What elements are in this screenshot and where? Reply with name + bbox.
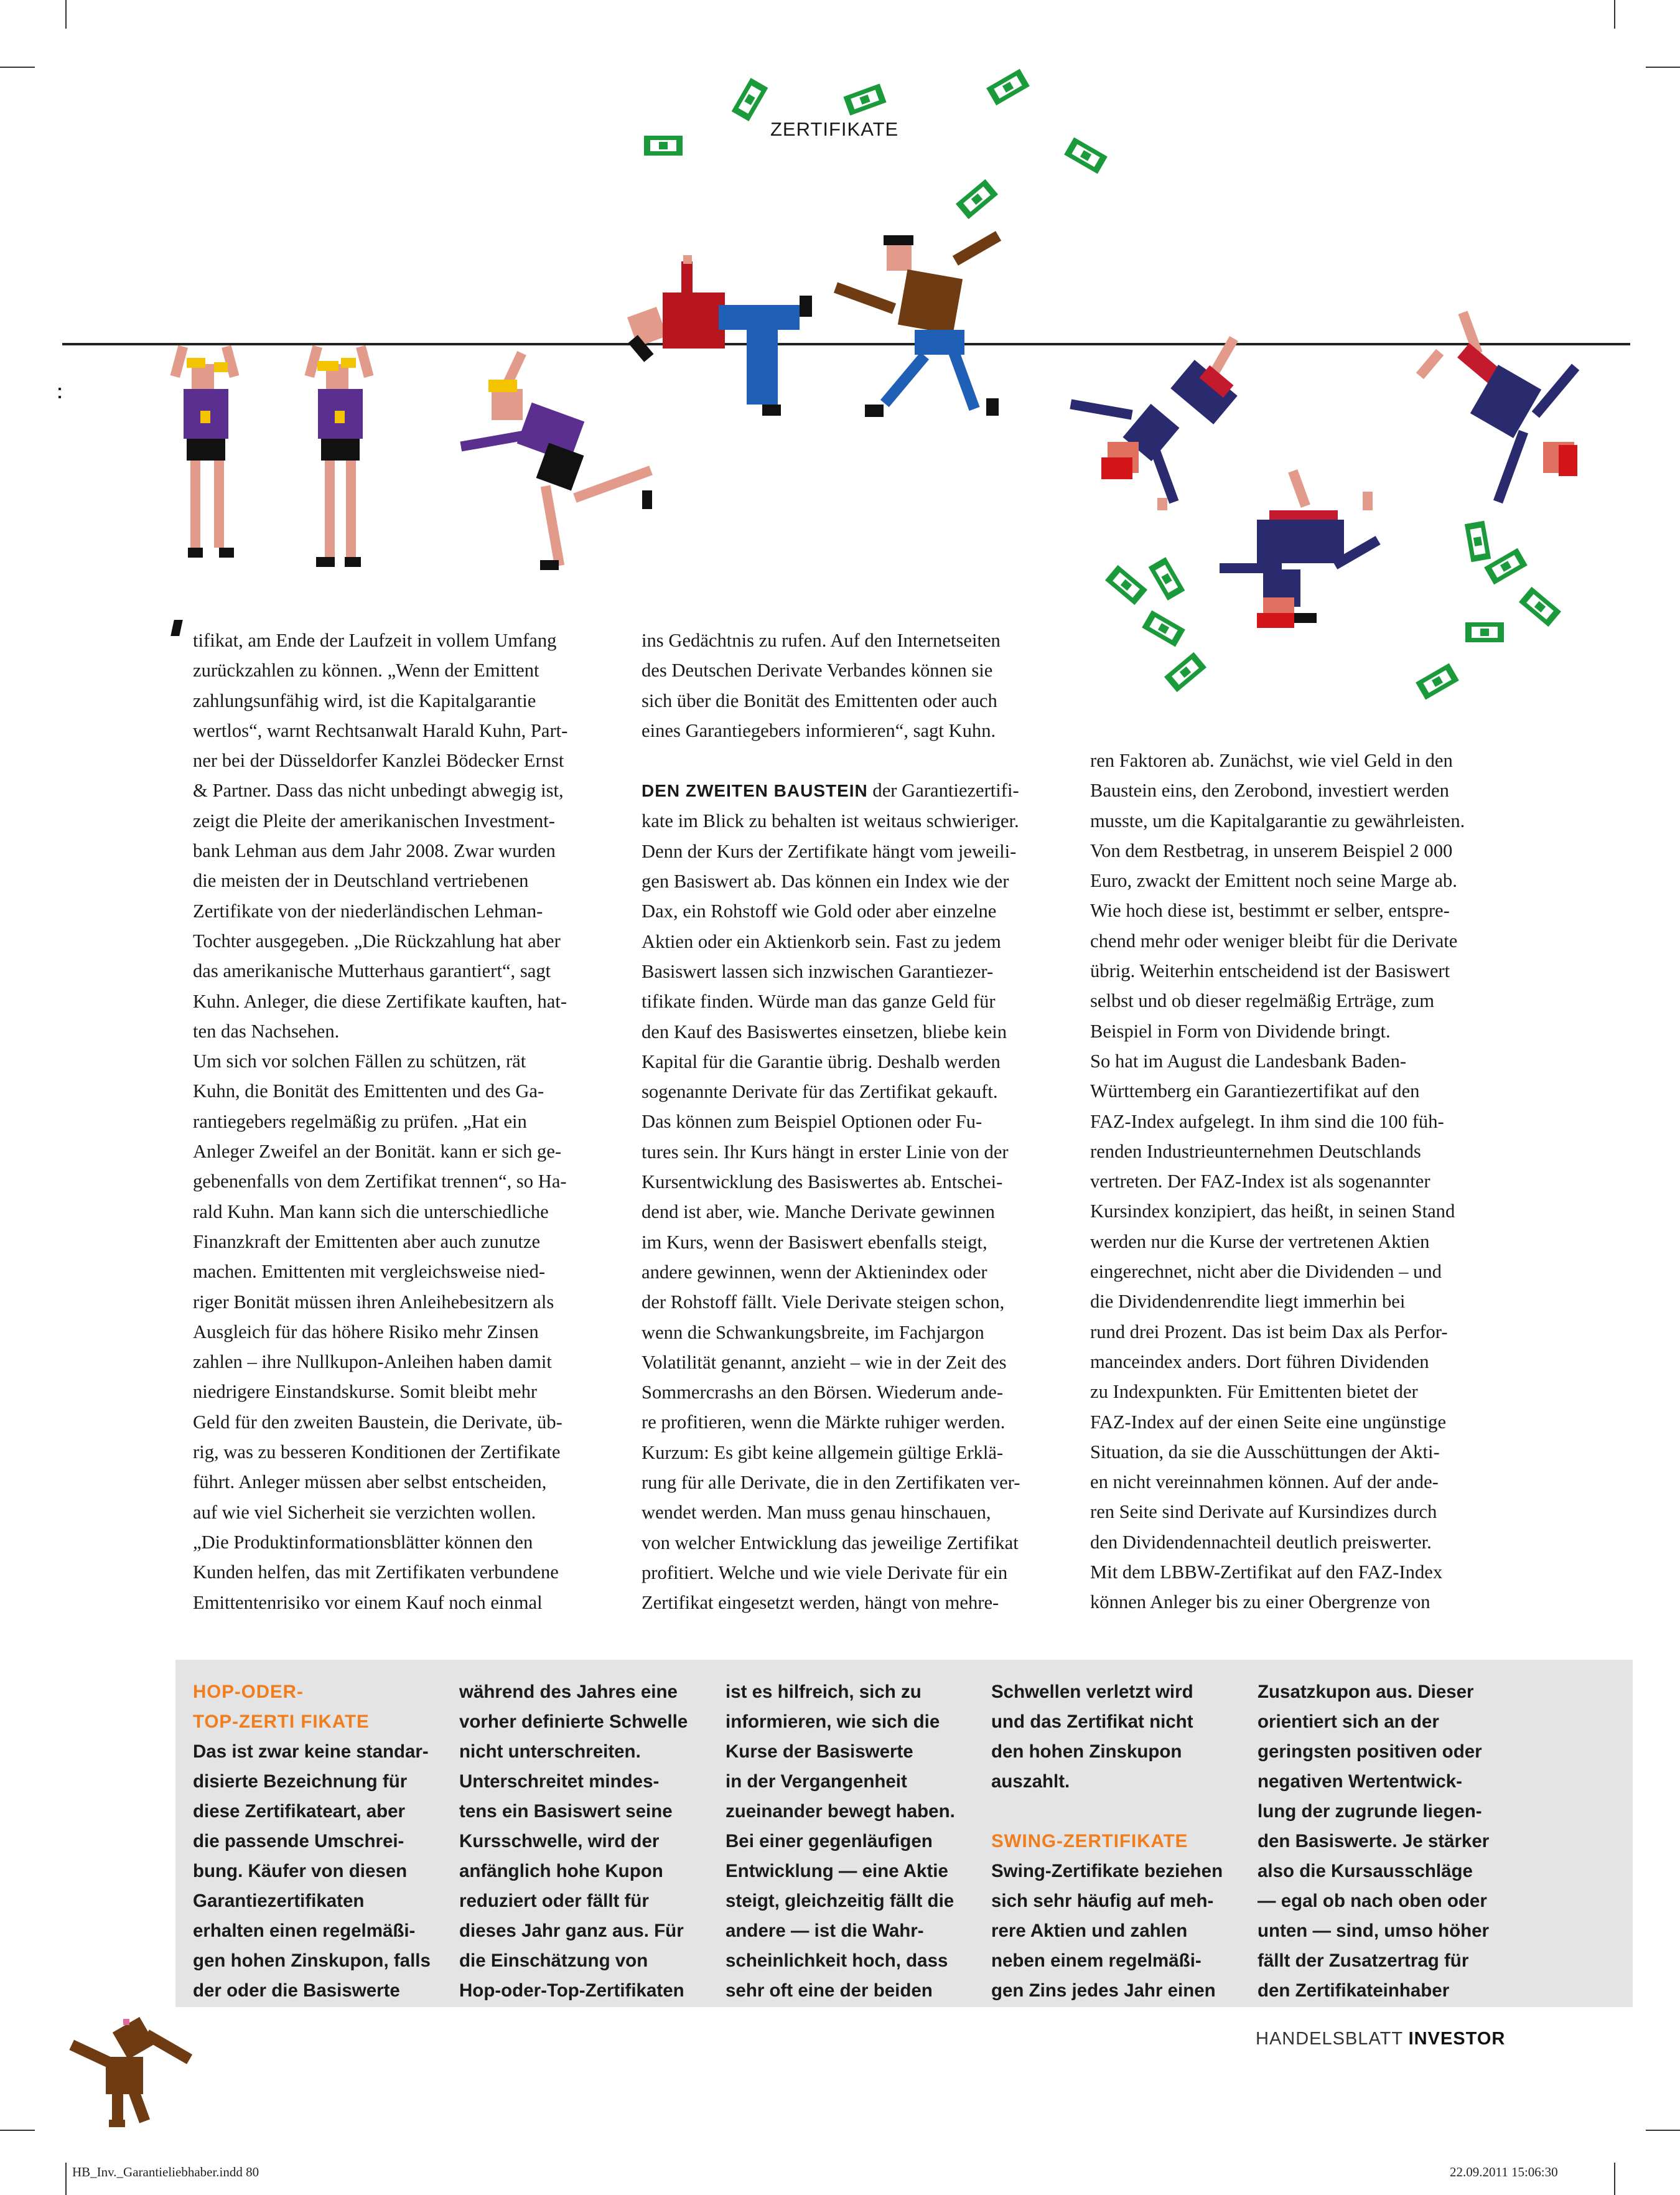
text-line: Zertifikat eingesetzt werden, hängt von mehre- bbox=[642, 1592, 999, 1614]
text-line: Emittentenrisiko vor einem Kauf noch einmal bbox=[193, 1591, 543, 1613]
banknote-icon bbox=[1142, 611, 1185, 647]
text-line: von welcher Entwicklung das jeweilige Zertifikat bbox=[642, 1532, 1019, 1553]
text-line: So hat im August die Landesbank Baden- bbox=[1090, 1050, 1407, 1072]
info-box-column-3 bbox=[726, 1677, 971, 2006]
banknote-icon bbox=[1416, 663, 1459, 700]
text-line: rald Kuhn. Man kann sich die unterschiedliche bbox=[193, 1200, 549, 1222]
text-line: tens ein Basiswert seine bbox=[459, 1801, 673, 1822]
text-line: zeigt die Pleite der amerikanischen Investment- bbox=[193, 810, 555, 831]
text-line: negativen Wertentwick- bbox=[1258, 1771, 1462, 1792]
text-line: Volatilität genannt, anzieht – wie in der Zeit des bbox=[642, 1351, 1007, 1373]
text-line: renden Industrieunternehmen Deutschlands bbox=[1090, 1140, 1421, 1162]
text-line: nicht unterschreiten. bbox=[459, 1741, 641, 1762]
money-icon-group bbox=[644, 69, 1561, 700]
horizontal-bar bbox=[62, 343, 1630, 345]
text-line: Geld für den zweiten Baustein, die Derivate, üb- bbox=[193, 1411, 562, 1433]
text-line: Hop-oder-Top-Zertifikaten bbox=[459, 1980, 684, 2001]
text-line: zueinander bewegt haben. bbox=[726, 1801, 955, 1822]
text-line: auszahlt. bbox=[991, 1771, 1070, 1792]
text-line: Swing-Zertifikate beziehen bbox=[991, 1861, 1223, 1881]
banknote-icon bbox=[956, 179, 998, 219]
text-line: führt. Anleger müssen aber selbst entscheiden, bbox=[193, 1471, 547, 1493]
text-line: Denn der Kurs der Zertifikate hängt vom jeweili- bbox=[642, 840, 1017, 862]
text-line: riger Bonität müssen ihren Anleihebesitzern als bbox=[193, 1291, 554, 1313]
info-box-column-4 bbox=[991, 1677, 1237, 2006]
figure-upside-down-3 bbox=[1416, 311, 1579, 503]
text-line: Kurzum: Es gibt keine allgemein gültige Erklä- bbox=[642, 1441, 1004, 1463]
text-line: das amerikanische Mutterhaus garantiert“, sagt bbox=[193, 960, 551, 982]
text-line: Württemberg ein Garantiezertifikat auf den bbox=[1090, 1080, 1420, 1102]
text-line: disierte Bezeichnung für bbox=[193, 1771, 408, 1792]
text-line: Ausgleich für das höhere Risiko mehr Zinsen bbox=[193, 1321, 539, 1342]
figure-red-shirt bbox=[627, 255, 812, 416]
text-line: erhalten einen regelmäßi- bbox=[193, 1921, 416, 1941]
text-line: Unterschreitet mindes- bbox=[459, 1771, 660, 1792]
text-line: ren Faktoren ab. Zunächst, wie viel Geld in den bbox=[1090, 750, 1453, 771]
crop-mark bbox=[65, 2163, 67, 2195]
text-line: bank Lehman aus dem Jahr 2008. Zwar wurden bbox=[193, 840, 556, 862]
text-line: Garantiezertifikaten bbox=[193, 1891, 365, 1911]
text-line: Kursentwicklung des Basiswertes ab. Entschei- bbox=[642, 1171, 1003, 1193]
banknote-icon bbox=[1064, 138, 1108, 174]
text-line: Zusatzkupon aus. Dieser bbox=[1258, 1682, 1474, 1702]
text-line: sich über die Bonität des Emittenten oder auch bbox=[642, 690, 997, 711]
text-line: dieses Jahr ganz aus. Für bbox=[459, 1921, 684, 1941]
text-line: Zertifikate von der niederländischen Lehman- bbox=[193, 900, 543, 922]
text-line: fällt der Zusatzertrag für bbox=[1258, 1950, 1469, 1971]
text-line: ins Gedächtnis zu rufen. Auf den Internetseiten bbox=[642, 630, 1001, 651]
banknote-icon bbox=[1164, 652, 1206, 692]
text-line: Kursindex konzipiert, das heißt, in seinen Stand bbox=[1090, 1200, 1455, 1222]
text-line: ner bei der Düsseldorfer Kanzlei Bödecker Ernst bbox=[193, 750, 564, 772]
text-line: Wie hoch diese ist, bestimmt er selber, entspre- bbox=[1090, 900, 1450, 922]
text-line: en nicht vereinnahmen können. Auf der ande- bbox=[1090, 1471, 1439, 1493]
text-line: andere gewinnen, wenn der Aktienindex oder bbox=[642, 1261, 987, 1283]
text-line: FAZ-Index auf der einen Seite eine ungünstige bbox=[1090, 1411, 1447, 1433]
text-line: den Kauf des Basiswertes einsetzen, bliebe kein bbox=[642, 1021, 1007, 1042]
text-line: Von dem Restbetrag, in unserem Beispiel 2 000 bbox=[1090, 840, 1453, 861]
text-line: informieren, wie sich die bbox=[726, 1711, 940, 1732]
text-line: Dax, ein Rohstoff wie Gold oder aber einzelne bbox=[642, 901, 997, 922]
text-line: ren Seite sind Derivate auf Kursindizes durch bbox=[1090, 1501, 1437, 1523]
text-line: Schwellen verletzt wird bbox=[991, 1682, 1193, 1702]
banknote-icon bbox=[732, 78, 768, 121]
text-line: Entwicklung — eine Aktie bbox=[726, 1861, 948, 1881]
header-illustration bbox=[0, 0, 1680, 703]
text-line: werden nur die Kurse der vertretenen Aktien bbox=[1090, 1230, 1430, 1252]
text-line: FAZ-Index aufgelegt. In ihm sind die 100 füh- bbox=[1090, 1110, 1444, 1132]
falling-figure-illustration bbox=[62, 2010, 205, 2128]
banknote-icon bbox=[1105, 565, 1147, 605]
text-line: vertreten. Der FAZ-Index ist als sogenannter bbox=[1090, 1171, 1430, 1192]
text-line: und das Zertifikat nicht bbox=[991, 1711, 1193, 1732]
banknote-icon bbox=[1465, 521, 1491, 563]
text-line: Tochter ausgegeben. „Die Rückzahlung hat aber bbox=[193, 930, 561, 952]
text-line: rung für alle Derivate, die in den Zertifikaten ver- bbox=[642, 1472, 1020, 1494]
text-line: während des Jahres eine bbox=[459, 1682, 678, 1702]
text-line: steigt, gleichzeitig fällt die bbox=[726, 1891, 954, 1911]
figure-hanging-1 bbox=[170, 345, 240, 558]
text-line: des Deutschen Derivate Verbandes können sie bbox=[642, 660, 993, 681]
info-box-column-2 bbox=[459, 1677, 705, 2006]
text-line: den hohen Zinskupon bbox=[991, 1741, 1182, 1762]
text-line: Sommercrashs an den Börsen. Wiederum ande- bbox=[642, 1382, 1004, 1403]
footer-brand bbox=[1256, 2029, 1505, 2049]
text-line: Finanzkraft der Emittenten aber auch zunutze bbox=[193, 1230, 541, 1252]
text-line: den Basiswerte. Je stärker bbox=[1258, 1831, 1490, 1851]
text-line: rere Aktien und zahlen bbox=[991, 1921, 1188, 1941]
banknote-icon bbox=[1149, 557, 1185, 601]
text-line: diese Zertifikateart, aber bbox=[193, 1801, 406, 1822]
text-line: Mit dem LBBW-Zertifikat auf den FAZ-Index bbox=[1090, 1561, 1443, 1583]
text-line: scheinlichkeit hoch, dass bbox=[726, 1950, 948, 1971]
text-line: Bei einer gegenläufigen bbox=[726, 1831, 933, 1851]
text-line: Kapital für die Garantie übrig. Deshalb werden bbox=[642, 1051, 1001, 1072]
text-line: & Partner. Dass das nicht unbedingt abwegig ist, bbox=[193, 780, 564, 802]
text-line: rund drei Prozent. Das ist beim Dax als Perfor- bbox=[1090, 1321, 1448, 1342]
brand-suffix: INVESTOR bbox=[1408, 2029, 1506, 2049]
text-line: sich sehr häufig auf meh- bbox=[991, 1891, 1214, 1911]
text-line: Kunden helfen, das mit Zertifikaten verbundene bbox=[193, 1561, 559, 1583]
article-column-2 bbox=[642, 625, 1055, 1618]
print-slug-right: 22.09.2011 15:06:30 bbox=[1450, 2165, 1558, 2179]
text-line: Kursschwelle, wird der bbox=[459, 1831, 660, 1851]
figure-brown-shirt bbox=[834, 231, 1001, 417]
text-line: re profitieren, wenn die Märkte ruhiger werden. bbox=[642, 1411, 1006, 1433]
info-box-column-1 bbox=[193, 1677, 439, 2006]
text-line: Anleger Zweifel an der Bonität. kann er sich ge- bbox=[193, 1141, 562, 1163]
text-line: zahlungsunfähig wird, ist die Kapitalgarantie bbox=[193, 690, 536, 711]
text-line: den Zertifikateinhaber bbox=[1258, 1980, 1450, 2001]
text-line: orientiert sich an der bbox=[1258, 1711, 1439, 1732]
banknote-icon bbox=[644, 136, 683, 156]
text-line: tures sein. Ihr Kurs hängt in erster Linie von der bbox=[642, 1141, 1009, 1163]
text-line: die meisten der in Deutschland vertriebenen bbox=[193, 870, 529, 892]
text-line: rig, was zu besseren Konditionen der Zertifikate bbox=[193, 1441, 561, 1463]
text-line: zurückzahlen zu können. „Wenn der Emittent bbox=[193, 660, 539, 681]
text-line: auf wie viel Sicherheit sie verzichten wollen. bbox=[193, 1501, 536, 1523]
section-label: ZERTIFIKATE bbox=[770, 118, 899, 140]
figure-upside-down-2 bbox=[1220, 469, 1381, 628]
text-line: Baustein eins, den Zerobond, investiert werden bbox=[1090, 780, 1449, 802]
subhead-lead: DEN ZWEITEN BAUSTEIN bbox=[642, 781, 868, 801]
text-line: also die Kursausschläge bbox=[1258, 1861, 1473, 1881]
info-box-column-5 bbox=[1258, 1677, 1503, 2006]
text-line: den Dividendennachteil deutlich preiswerter. bbox=[1090, 1531, 1432, 1553]
text-line: Euro, zwackt der Emittent noch seine Marge ab. bbox=[1090, 870, 1457, 892]
text-line: wertlos“, warnt Rechtsanwalt Harald Kuhn, Part- bbox=[193, 719, 568, 741]
text-line: in der Vergangenheit bbox=[726, 1771, 907, 1792]
figure-upside-down-1 bbox=[1070, 336, 1238, 510]
text-line: Beispiel in Form von Dividende bringt. bbox=[1090, 1020, 1391, 1042]
text-line: gen Zins jedes Jahr einen bbox=[991, 1980, 1216, 2001]
text-line: profitiert. Welche und wie viele Derivate für ein bbox=[642, 1561, 1008, 1583]
text-line: — egal ob nach oben oder bbox=[1258, 1891, 1487, 1911]
text-line: manceindex anders. Dort führen Dividenden bbox=[1090, 1350, 1429, 1372]
info-box-heading: SWING-ZERTIFIKATE bbox=[991, 1831, 1188, 1851]
banknote-icon bbox=[1519, 587, 1561, 627]
text-line: eingerechnet, nicht aber die Dividenden – und bbox=[1090, 1261, 1442, 1283]
text-line: gen Basiswert ab. Das können ein Index wie der bbox=[642, 871, 1009, 892]
text-line: anfänglich hohe Kupon bbox=[459, 1861, 663, 1881]
article-column-1 bbox=[193, 625, 606, 1617]
text-line: die Dividendenrendite liegt immerhin bei bbox=[1090, 1291, 1406, 1313]
subhead-rest: der Garantiezertifi- bbox=[867, 780, 1019, 802]
text-line: rantiegebers regelmäßig zu prüfen. „Hat ein bbox=[193, 1110, 527, 1132]
text-line: Situation, da sie die Ausschüttungen der Akti- bbox=[1090, 1441, 1440, 1463]
text-line: im Kurs, wenn der Basiswert ebenfalls steigt, bbox=[642, 1231, 987, 1253]
print-slug-left: HB_Inv._Garantieliebhaber.indd 80 bbox=[72, 2165, 259, 2179]
text-line: geringsten positiven oder bbox=[1258, 1741, 1482, 1762]
text-line: gen hohen Zinskupon, falls bbox=[193, 1950, 431, 1971]
crop-mark bbox=[1614, 2163, 1615, 2195]
banknote-icon bbox=[1484, 548, 1528, 585]
text-line: bung. Käufer von diesen bbox=[193, 1861, 408, 1881]
info-box-heading: HOP-ODER- bbox=[193, 1682, 304, 1702]
text-line: reduziert oder fällt für bbox=[459, 1891, 649, 1911]
text-line: lung der zugrunde liegen- bbox=[1258, 1801, 1482, 1822]
text-line: tifikat, am Ende der Laufzeit in vollem Umfang bbox=[193, 630, 557, 651]
text-line: sehr oft eine der beiden bbox=[726, 1980, 933, 2001]
article-column-3 bbox=[1090, 746, 1503, 1617]
text-line: Das ist zwar keine standar- bbox=[193, 1741, 429, 1762]
info-box-heading: TOP-ZERTI FIKATE bbox=[193, 1711, 370, 1732]
text-line: selbst und ob dieser regelmäßig Erträge, zum bbox=[1090, 990, 1435, 1012]
text-line: wenn die Schwankungsbreite, im Fachjargon bbox=[642, 1321, 984, 1343]
crop-mark bbox=[0, 2130, 35, 2131]
text-line: ten das Nachsehen. bbox=[193, 1020, 340, 1042]
text-line: Das können zum Beispiel Optionen oder Fu- bbox=[642, 1111, 982, 1133]
figure-swinging-3 bbox=[460, 351, 652, 570]
text-line: musste, um die Kapitalgarantie zu gewährleisten. bbox=[1090, 810, 1465, 831]
text-line: ist es hilfreich, sich zu bbox=[726, 1682, 922, 1702]
text-line: können Anleger bis zu einer Obergrenze von bbox=[1090, 1591, 1430, 1613]
text-line: andere — ist die Wahr- bbox=[726, 1921, 924, 1941]
brand-name: HANDELSBLATT bbox=[1256, 2029, 1403, 2049]
text-line: zahlen – ihre Nullkupon-Anleihen haben damit bbox=[193, 1351, 552, 1373]
text-line: machen. Emittenten mit vergleichsweise nied- bbox=[193, 1261, 546, 1283]
text-line: die passende Umschrei- bbox=[193, 1831, 404, 1851]
text-line: Basiswert lassen sich inzwischen Garantiezer- bbox=[642, 960, 994, 982]
text-line: neben einem regelmäßi- bbox=[991, 1950, 1202, 1971]
figure-hanging-2 bbox=[305, 345, 374, 567]
text-line: eines Garantiegebers informieren“, sagt Kuhn. bbox=[642, 719, 996, 741]
text-line: der Rohstoff fällt. Viele Derivate steigen schon, bbox=[642, 1291, 1005, 1313]
text-line: sogenannte Derivate für das Zertifikat gekauft. bbox=[642, 1081, 998, 1103]
text-line: Kuhn. Anleger, die diese Zertifikate kauften, hat- bbox=[193, 990, 567, 1012]
subhead-line bbox=[642, 775, 1055, 806]
text-line: Kuhn, die Bonität des Emittenten und des Ga- bbox=[193, 1080, 544, 1102]
banknote-icon bbox=[843, 83, 886, 115]
text-line: unten — sind, umso höher bbox=[1258, 1921, 1490, 1941]
text-line: Kurse der Basiswerte bbox=[726, 1741, 913, 1762]
text-line: übrig. Weiterhin entscheidend ist der Basiswert bbox=[1090, 960, 1450, 982]
banknote-icon bbox=[1465, 622, 1504, 642]
text-line: kate im Blick zu behalten ist weitaus schwieriger. bbox=[642, 810, 1019, 832]
text-line: zu Indexpunkten. Für Emittenten bietet der bbox=[1090, 1381, 1418, 1403]
banknote-icon bbox=[986, 69, 1030, 106]
text-line: tifikate finden. Würde man das ganze Geld für bbox=[642, 991, 996, 1013]
text-line: chend mehr oder weniger bleibt für die Derivate bbox=[1090, 930, 1458, 952]
text-line: gebenenfalls von dem Zertifikat trennen“, so Ha- bbox=[193, 1171, 567, 1192]
crop-mark bbox=[1646, 2130, 1680, 2131]
text-line: „Die Produktinformationsblätter können den bbox=[193, 1531, 533, 1553]
text-line: die Einschätzung von bbox=[459, 1950, 648, 1971]
text-line: dend ist aber, wie. Manche Derivate gewinnen bbox=[642, 1201, 995, 1223]
text-line: der oder die Basiswerte bbox=[193, 1980, 400, 2001]
text-line: vorher definierte Schwelle bbox=[459, 1711, 688, 1732]
text-line: niedrigere Einstandskurse. Somit bleibt mehr bbox=[193, 1381, 538, 1403]
text-line: Um sich vor solchen Fällen zu schützen, rät bbox=[193, 1051, 526, 1072]
text-line: Aktien oder ein Aktienkorb sein. Fast zu jedem bbox=[642, 930, 1001, 952]
text-line: wendet werden. Man muss genau hinschauen, bbox=[642, 1502, 991, 1523]
